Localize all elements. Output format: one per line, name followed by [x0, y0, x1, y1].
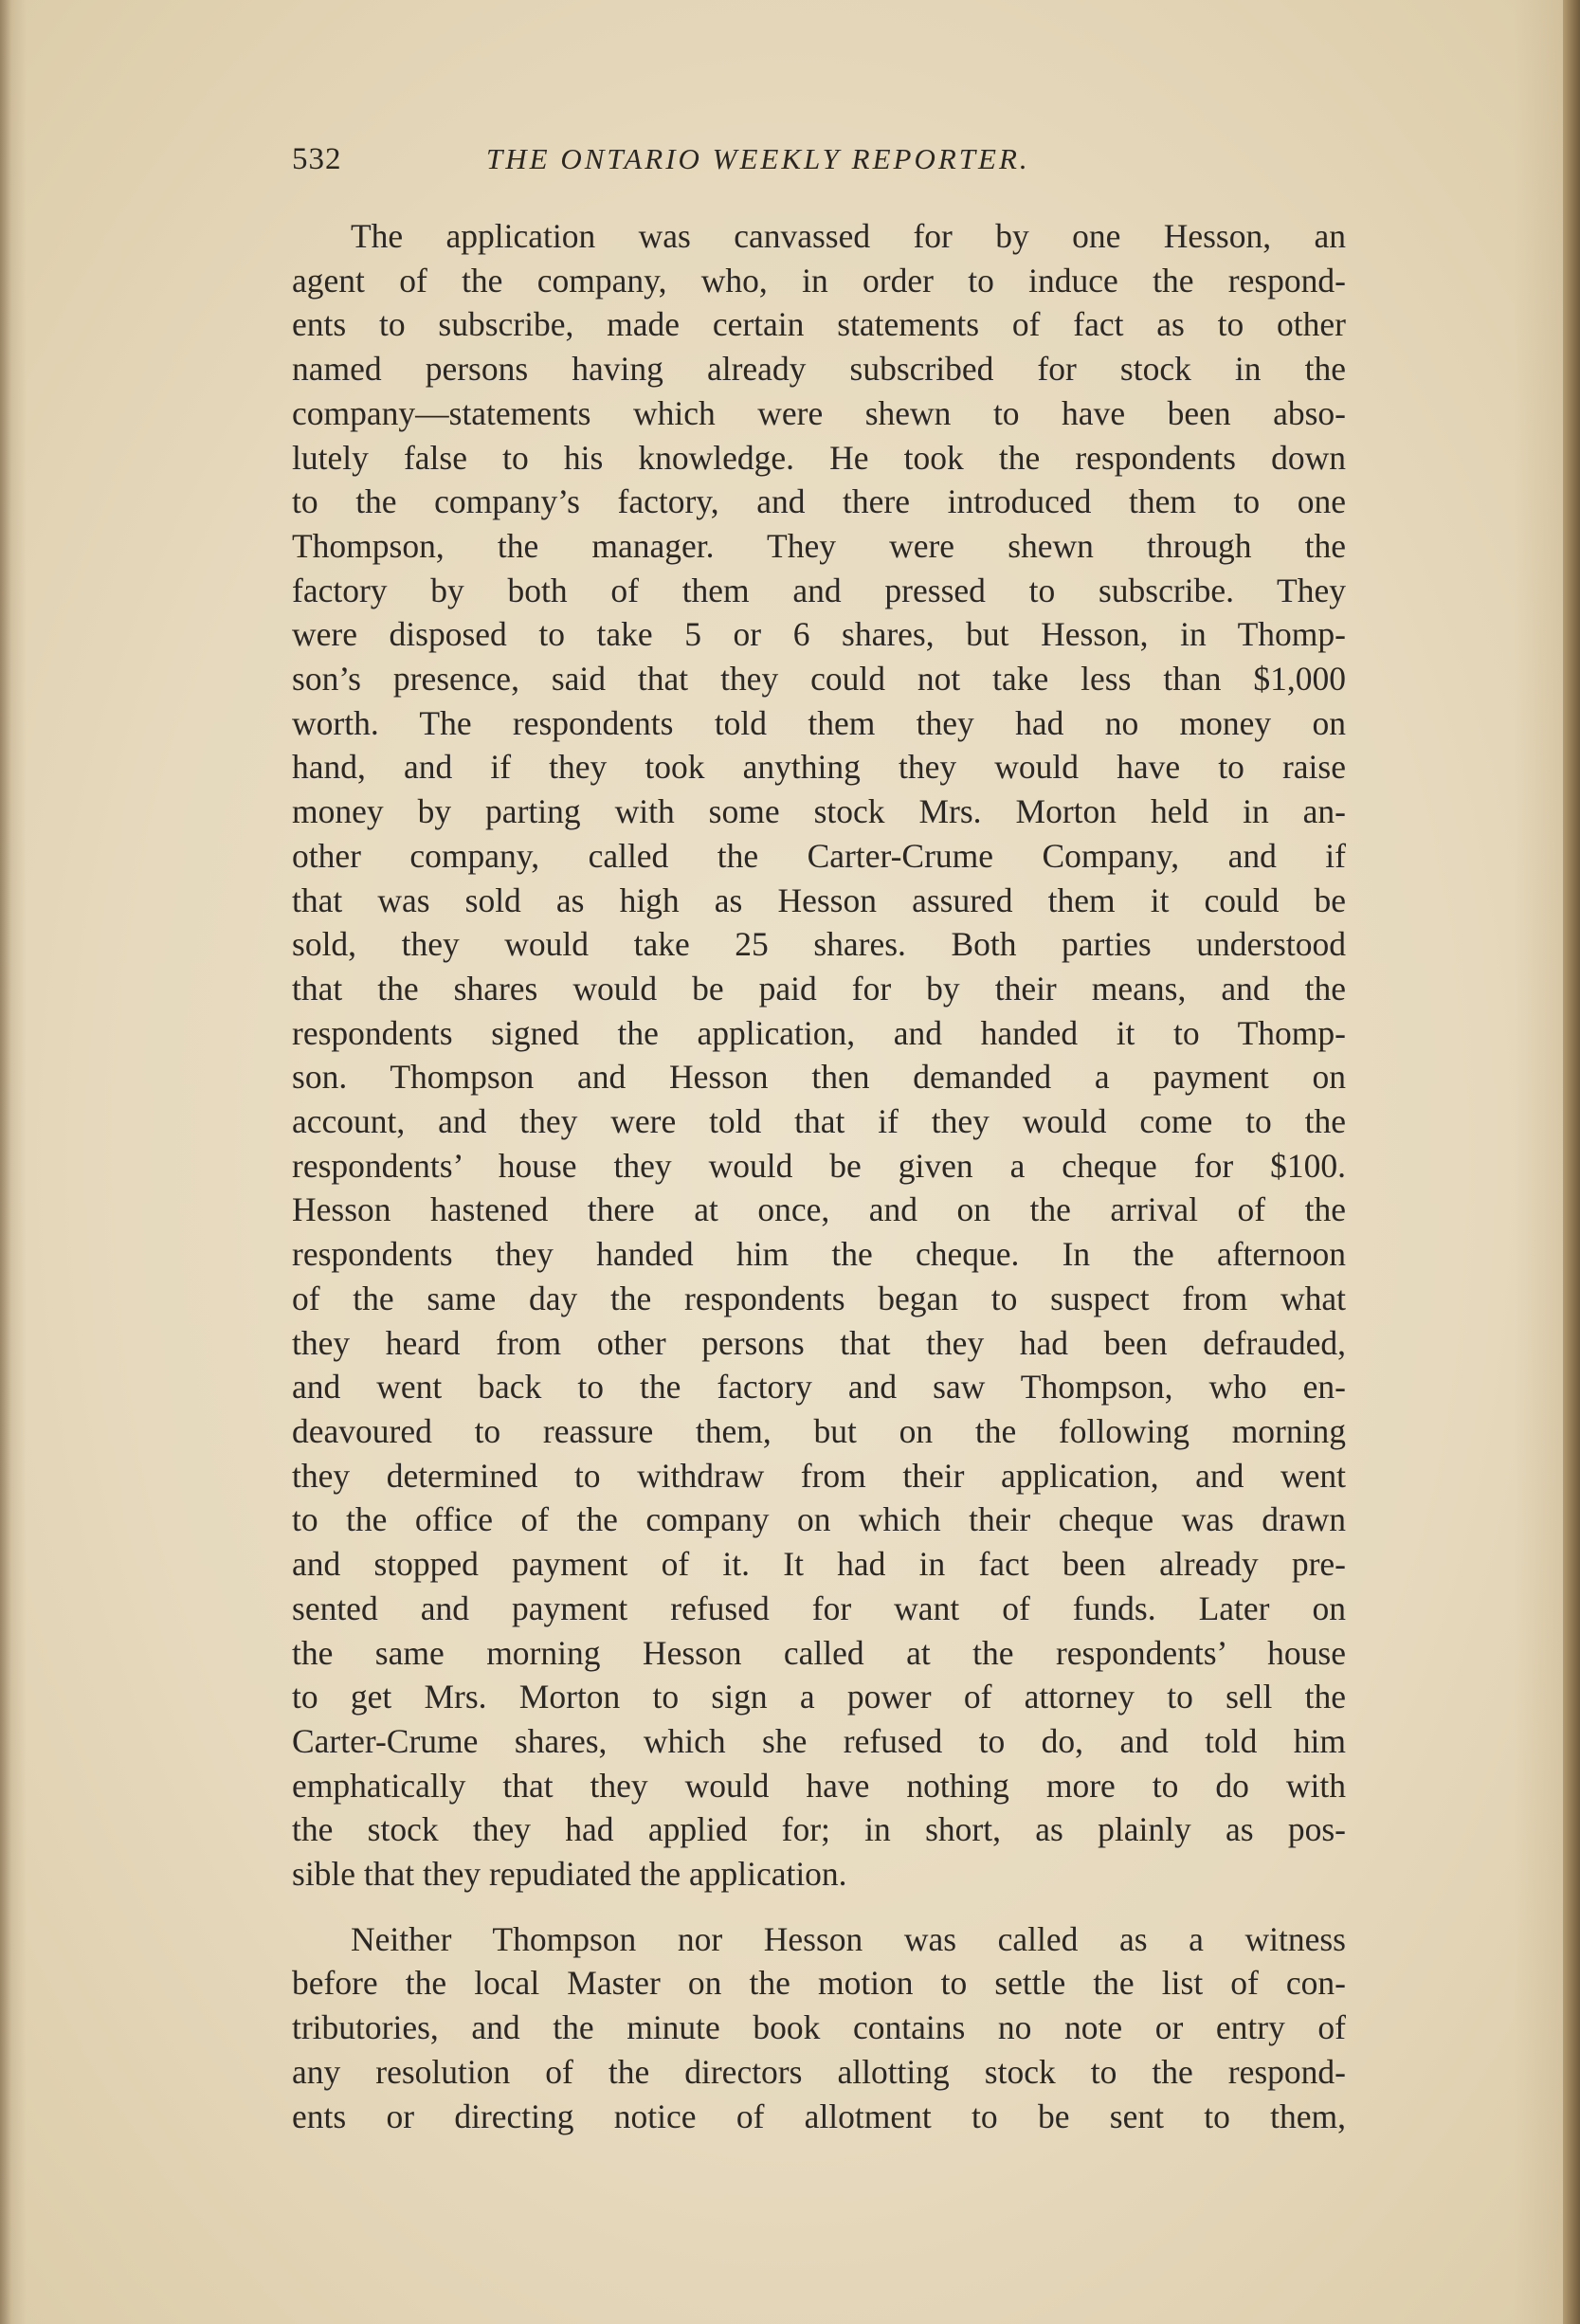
text-line: agent of the company, who, in order to induce the respond- [292, 261, 1346, 300]
journal-title: THE ONTARIO WEEKLY REPORTER. [486, 142, 1030, 175]
text-line: of the same day the respondents began to suspect from what [292, 1279, 1346, 1317]
text-line: son’s presence, said that they could not take less than $1,000 [292, 660, 1346, 699]
text-line: other company, called the Carter-Crume Company, and if [292, 836, 1346, 875]
text-line: lutely false to his knowledge. He took the respondents down [292, 438, 1346, 477]
text-line: and stopped payment of it. It had in fact been already pre- [292, 1545, 1346, 1584]
text-line: to the company’s factory, and there introduced them to one [292, 482, 1346, 521]
text-line: deavoured to reassure them, but on the following morning [292, 1411, 1346, 1450]
text-line: the stock they had applied for; in short, as plainly as pos- [292, 1810, 1346, 1849]
text-line: they determined to withdraw from their application, and went [292, 1456, 1346, 1495]
text-line: ents or directing notice of allotment to be sent to them, [292, 2097, 1346, 2135]
text-line: the same morning Hesson called at the respondents’ house [292, 1633, 1346, 1672]
text-line: were disposed to take 5 or 6 shares, but Hesson, in Thomp- [292, 615, 1346, 654]
running-head [292, 142, 1353, 190]
text-line: respondents’ house they would be given a cheque for $100. [292, 1146, 1346, 1185]
text-line: before the local Master on the motion to settle the list of con- [292, 1964, 1346, 2003]
text-line: money by parting with some stock Mrs. Morton held in an- [292, 792, 1346, 831]
text-line: named persons having already subscribed for stock in the [292, 350, 1346, 389]
text-line: sold, they would take 25 shares. Both parties understood [292, 925, 1346, 964]
text-line: respondents signed the application, and handed it to Thomp- [292, 1013, 1346, 1052]
text-line: Thompson, the manager. They were shewn through the [292, 526, 1346, 565]
text-line: son. Thompson and Hesson then demanded a payment on [292, 1058, 1346, 1097]
text-line: The application was canvassed for by one Hesson, an [351, 217, 1346, 255]
text-line: worth. The respondents told them they had no money on [292, 703, 1346, 742]
text-line: to get Mrs. Morton to sign a power of attorney to sell the [292, 1678, 1346, 1716]
text-line: company—statements which were shewn to have been abso- [292, 393, 1346, 432]
body-text [292, 214, 1346, 2138]
text-line: ents to subscribe, made certain statements of fact as to other [292, 305, 1346, 344]
text-line: sible that they repudiated the application. [292, 1855, 847, 1894]
paragraph [292, 214, 1346, 1897]
text-line: and went back to the factory and saw Thompson, who en- [292, 1368, 1346, 1407]
text-line: emphatically that they would have nothing more to do with [292, 1766, 1346, 1805]
text-line: to the office of the company on which their cheque was drawn [292, 1500, 1346, 1539]
text-line: Carter-Crume shares, which she refused to do, and told him [292, 1721, 1346, 1760]
paragraph [292, 1917, 1346, 2139]
text-line: Hesson hastened there at once, and on the arrival of the [292, 1190, 1346, 1229]
text-line: factory by both of them and pressed to subscribe. They [292, 571, 1346, 609]
text-line: sented and payment refused for want of funds. Later on [292, 1589, 1346, 1627]
text-line: Neither Thompson nor Hesson was called as a witness [351, 1919, 1346, 1958]
text-line: any resolution of the directors allotting stock to the respond- [292, 2052, 1346, 2091]
text-line: they heard from other persons that they had been defrauded, [292, 1323, 1346, 1362]
page-binding-shadow [0, 0, 11, 2324]
text-line: tributories, and the minute book contains no note or entry of [292, 2008, 1346, 2047]
text-line: that the shares would be paid for by their means, and the [292, 969, 1346, 1008]
text-line: account, and they were told that if they would come to the [292, 1102, 1346, 1141]
text-line: respondents they handed him the cheque. In the afternoon [292, 1235, 1346, 1274]
page-edge [1563, 0, 1580, 2324]
text-line: that was sold as high as Hesson assured them it could be [292, 881, 1346, 919]
text-line: hand, and if they took anything they would have to raise [292, 748, 1346, 787]
page-number: 532 [292, 142, 342, 176]
